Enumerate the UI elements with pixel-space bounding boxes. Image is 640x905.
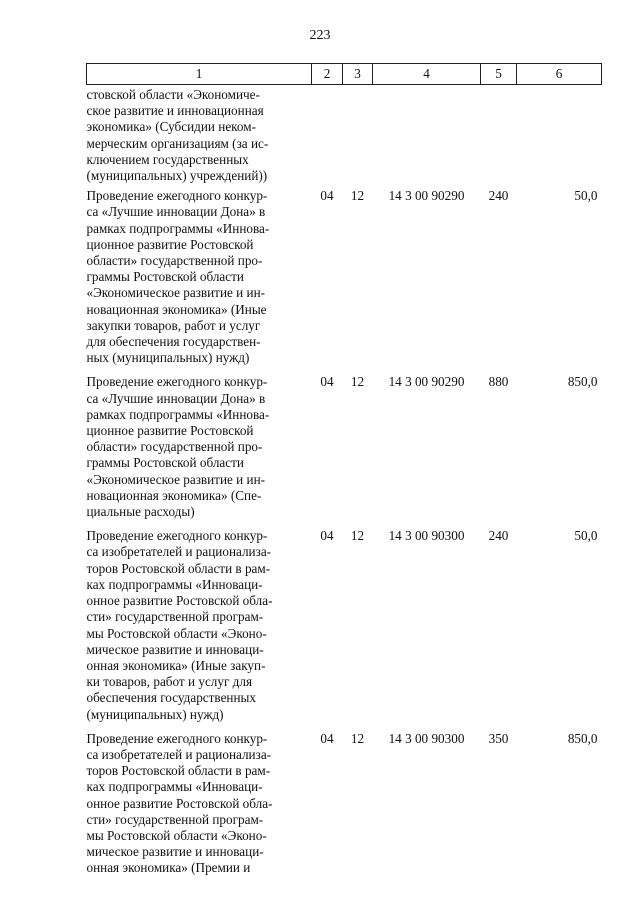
row-amount: 50,0: [574, 528, 598, 544]
page-number: 223: [309, 28, 331, 43]
header-col-6: 6: [517, 64, 602, 85]
header-row: [87, 64, 602, 85]
row-expense-type-code: 350: [488, 730, 509, 746]
row-amount: 850,0: [567, 374, 598, 390]
row-section-code: 04: [320, 730, 334, 746]
row-amount: [517, 85, 602, 185]
row-target-article-code: [373, 85, 481, 185]
row-expense-type-code: 240: [488, 188, 509, 204]
row-target-article-code: 14 3 00 90290: [388, 188, 465, 204]
row-subsection-code: 12: [350, 730, 365, 746]
table-row: [87, 184, 602, 370]
row-target-article-code: 14 3 00 90300: [388, 528, 465, 544]
row-amount: 50,0: [574, 188, 598, 204]
row-section-code: 04: [320, 374, 334, 390]
row-description: Проведение ежегодного конкур- са «Лучшие инновации Дона» в рамках подпрограммы «Иннова- ционное развитие Ростовской области» государственной про- граммы Ростовской области «Экономическое развитие и ин- новационная экономика» (Иные закупки товаров, работ и услуг для обеспечения государствен- ных (муниципальных) нужд): [86, 188, 270, 366]
row-section-code: [312, 85, 343, 185]
table-row: [87, 727, 602, 881]
table-row: [87, 524, 602, 726]
row-subsection-code: 12: [350, 528, 365, 544]
row-subsection-code: [343, 85, 373, 185]
table-body: [87, 85, 602, 881]
header-col-5: 5: [481, 64, 517, 85]
row-section-code: 04: [320, 528, 334, 544]
row-expense-type-code: 880: [488, 374, 509, 390]
row-target-article-code: 14 3 00 90290: [388, 374, 465, 390]
row-description: Проведение ежегодного конкур- са «Лучшие инновации Дона» в рамках подпрограммы «Иннова- ционное развитие Ростовской области» государственной про- граммы Ростовской области «Экономическое развитие и ин- новационная экономика» (Спе- циальные расходы): [86, 374, 270, 520]
header-col-2: 2: [312, 64, 343, 85]
row-target-article-code: 14 3 00 90300: [388, 730, 465, 746]
row-expense-type-code: [481, 85, 517, 185]
row-description: Проведение ежегодного конкур- са изобретателей и рационализа- торов Ростовской области в рам- ках подпрограммы «Инноваци- онное развитие Ростовской обла- сти» государственной програм- мы Ростовской области «Эконо- мическое развитие и инноваци- онная экономика» (Иные закуп- ки товаров, работ и услуг для обеспечения государственных (муниципальных) нужд): [86, 528, 273, 722]
header-col-4: 4: [373, 64, 481, 85]
header-col-1: 1: [87, 64, 312, 85]
table-row: [87, 85, 602, 185]
table-header: [87, 64, 602, 85]
row-section-code: 04: [320, 188, 334, 204]
budget-table: [86, 63, 602, 881]
row-subsection-code: 12: [350, 188, 365, 204]
row-description: Проведение ежегодного конкур- са изобретателей и рационализа- торов Ростовской области в рам- ках подпрограммы «Инноваци- онное развитие Ростовской обла- сти» государственной програм- мы Ростовской области «Эконо- мическое развитие и инноваци- онная экономика» (Премии и: [86, 730, 273, 876]
row-description: стовской области «Экономиче- ское развитие и инновационная экономика» (Субсидии неком- мерческим организациям (за ис- ключением государственных (муниципальных) учреждений)): [86, 87, 269, 184]
row-subsection-code: 12: [350, 374, 365, 390]
row-expense-type-code: 240: [488, 528, 509, 544]
row-amount: 850,0: [567, 730, 598, 746]
table-row: [87, 370, 602, 524]
header-col-3: 3: [343, 64, 373, 85]
